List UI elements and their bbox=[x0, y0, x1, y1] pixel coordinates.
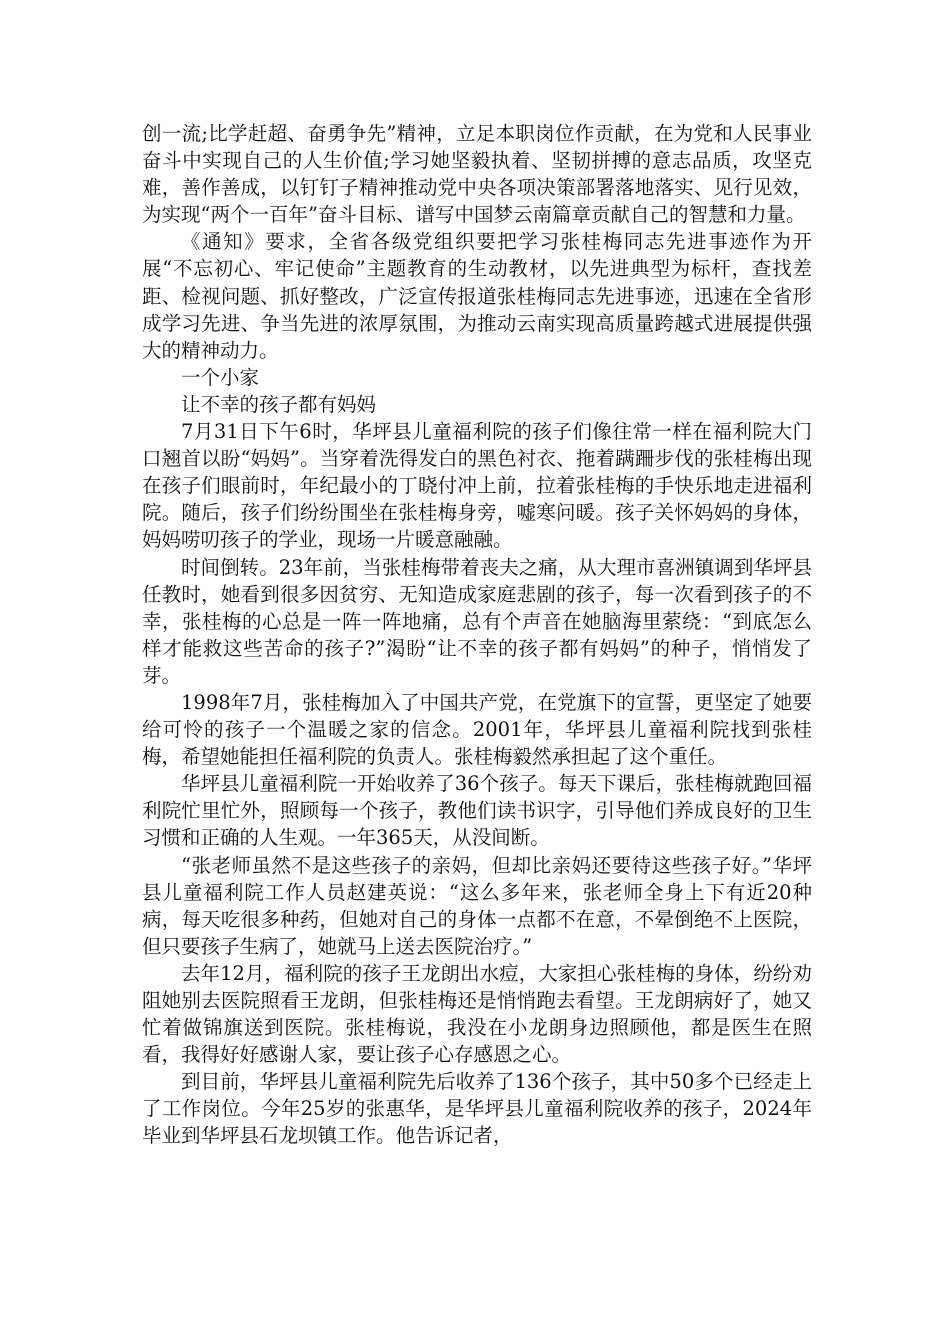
paragraph-36-children: 华坪县儿童福利院一开始收养了36个孩子。每天下课后，张桂梅就跑回福利院忙里忙外，照顾每一个孩子，教他们读书识字，引导他们养成良好的卫生习惯和正确的人生观。一年365天，从没间断。 bbox=[142, 772, 812, 850]
paragraph-time-reversal: 时间倒转。23年前，当张桂梅带着丧夫之痛，从大理市喜洲镇调到华坪县任教时，她看到很多因贫穷、无知造成家庭悲剧的孩子，每一次看到孩子的不幸，张桂梅的心总是一阵一阵地痛，总有个声音在她脑海里萦绕：“到底怎么样才能救这些苦命的孩子?”渴盼“让不幸的孩子都有妈妈”的种子，悄悄发了芽。 bbox=[142, 555, 812, 687]
section-heading-small-home: 一个小家 bbox=[181, 365, 260, 389]
paragraph-july-31: 7月31日下午6时，华坪县儿童福利院的孩子们像往常一样在福利院大门口翘首以盼“妈妈”。当穿着洗得发白的黑色衬衣、拖着蹒跚步伐的张桂梅出现在孩子们眼前时，年纪最小的丁晓付冲上前，拉着张桂梅的手快乐地走进福利院。随后，孩子们纷纷围坐在张桂梅身旁，嘘寒问暖。孩子关怀妈妈的身体，妈妈唠叨孩子的学业，现场一片暖意融融。 bbox=[142, 420, 812, 552]
paragraph-continuation: 创一流;比学赶超、奋勇争先”精神，立足本职岗位作贡献，在为党和人民事业奋斗中实现自己的人生价值;学习她坚毅执着、坚韧拼搏的意志品质，攻坚克难，善作善成，以钉钉子精神推动党中央各项决策部署落地落实、见行见效，为实现“两个一百年”奋斗目标、谱写中国梦云南篇章贡献自己的智慧和力量。 bbox=[142, 122, 812, 227]
paragraph-1998: 1998年7月，张桂梅加入了中国共产党，在党旗下的宣誓，更坚定了她要给可怜的孩子一个温暖之家的信念。2001年，华坪县儿童福利院找到张桂梅，希望她能担任福利院的负责人。张桂梅毅然承担起了这个重任。 bbox=[142, 690, 812, 769]
article-body bbox=[142, 120, 812, 1150]
section-subheading: 让不幸的孩子都有妈妈 bbox=[181, 392, 377, 416]
paragraph-december: 去年12月，福利院的孩子王龙朗出水痘，大家担心张桂梅的身体，纷纷劝阻她别去医院照看王龙朗，但张桂梅还是悄悄跑去看望。王龙朗病好了，她又忙着做锦旗送到医院。张桂梅说，我没在小龙朗身边照顾他，都是医生在照看，我得好好感谢人家，要让孩子心存感恩之心。 bbox=[142, 961, 812, 1067]
paragraph-to-date: 到目前，华坪县儿童福利院先后收养了136个孩子，其中50多个已经走上了工作岗位。今年25岁的张惠华，是华坪县儿童福利院收养的孩子，2024年毕业到华坪县石龙坝镇工作。他告诉记者， bbox=[142, 1070, 812, 1148]
paragraph-quote-zhao: “张老师虽然不是这些孩子的亲妈，但却比亲妈还要待这些孩子好。”华坪县儿童福利院工作人员赵建英说：“这么多年来，张老师全身上下有近20种病，每天吃很多种药，但她对自己的身体一点都不在意，不晕倒绝不上医院，但只要孩子生病了，她就马上送去医院治疗。” bbox=[142, 853, 812, 958]
paragraph-notice-requirements: 《通知》要求，全省各级党组织要把学习张桂梅同志先进事迹作为开展“不忘初心、牢记使命”主题教育的生动教材，以先进典型为标杆，查找差距、检视问题、抓好整改，广泛宣传报道张桂梅同志先进事迹，迅速在全省形成学习先进、争当先进的浓厚氛围，为推动云南实现高质量跨越式进展提供强大的精神动力。 bbox=[142, 230, 812, 362]
